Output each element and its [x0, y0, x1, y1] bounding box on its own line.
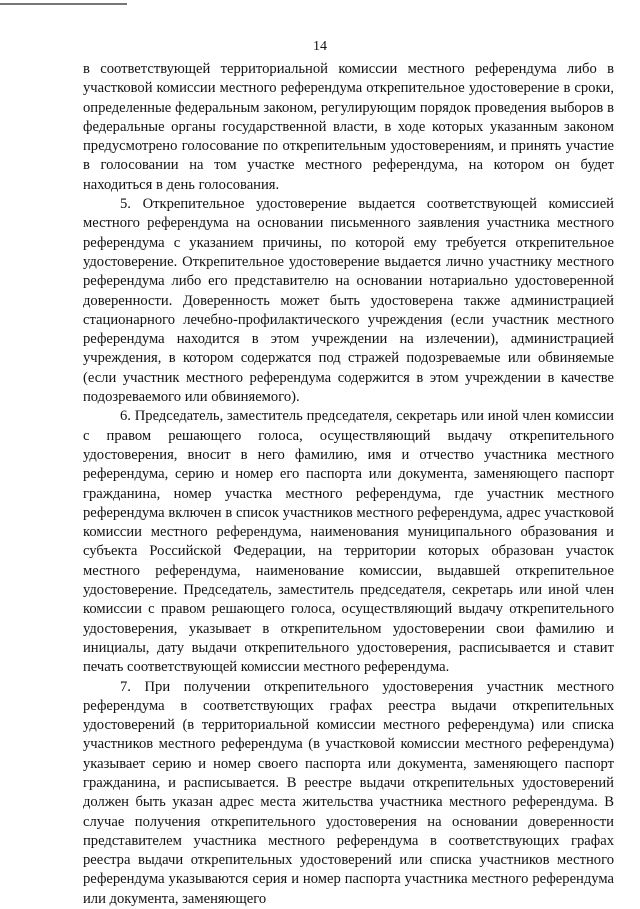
paragraph-continuation: в соответствующей территориальной комиссии местного референдума либо в участковой комиссии местного референдума открепительное удостоверение в сроки, определенные федеральным законом, регулирующим порядок проведения выборов в федеральные органы государственной власти, в ходе которых указанным законом предусмотрено голосование по открепительным удостоверениям, и принять участие в голосовании на том участке местного референдума, на котором он будет находиться в день голосования.: [83, 60, 614, 195]
paragraph-6: 6. Председатель, заместитель председателя, секретарь или иной член комиссии с правом решающего голоса, осуществляющий выдачу открепительного удостоверения, вносит в него фамилию, имя и отчество участника местного референдума, серию и номер его паспорта или документа, заменяющего паспорт гражданина, номер участка местного референдума, где участник местного референдума включен в список участников местного референдума, адрес участковой комиссии местного референдума, наименования муниципального образования и субъекта Российской Федерации, на территории которых образован участок местного референдума, наименование комиссии, выдавшей открепительное удостоверение. Председатель, заместитель председателя, секретарь или иной член комиссии с правом решающего голоса, осуществляющий выдачу открепительного удостоверения, указывает в открепительном удостоверении свои фамилию и инициалы, дату выдачи открепительного удостоверения, расписывается и ставит печать соответствующей комиссии местного референдума.: [83, 407, 614, 677]
document-body: [83, 60, 614, 909]
page-number: 14: [0, 38, 640, 56]
top-rule: [0, 3, 127, 5]
paragraph-5: 5. Открепительное удостоверение выдается соответствующей комиссией местного референдума на основании письменного заявления участника местного референдума с указанием причины, по которой ему требуется открепительное удостоверение. Открепительное удостоверение выдается лично участнику местного референдума либо его представителю на основании нотариально удостоверенной доверенности. Доверенность может быть удостоверена также администрацией стационарного лечебно-профилактического учреждения (если участник местного референдума находится в этом учреждении на излечении), администрацией учреждения, в котором содержатся под стражей подозреваемые или обвиняемые (если участник местного референдума содержится в этом учреждении в качестве подозреваемого или обвиняемого).: [83, 195, 614, 407]
paragraph-7: 7. При получении открепительного удостоверения участник местного референдума в соответствующих графах реестра выдачи открепительных удостоверений (в территориальной комиссии местного референдума) или списка участников местного референдума (в участковой комиссии местного референдума) указывает серию и номер своего паспорта или документа, заменяющего паспорт гражданина, и расписывается. В реестре выдачи открепительных удостоверений должен быть указан адрес места жительства участника местного референдума. В случае получения открепительного удостоверения на основании доверенности представителем участника местного референдума в соответствующих графах реестра выдачи открепительных удостоверений или списка участников местного референдума указываются серия и номер паспорта участника местного референдума или документа, заменяющего: [83, 678, 614, 909]
